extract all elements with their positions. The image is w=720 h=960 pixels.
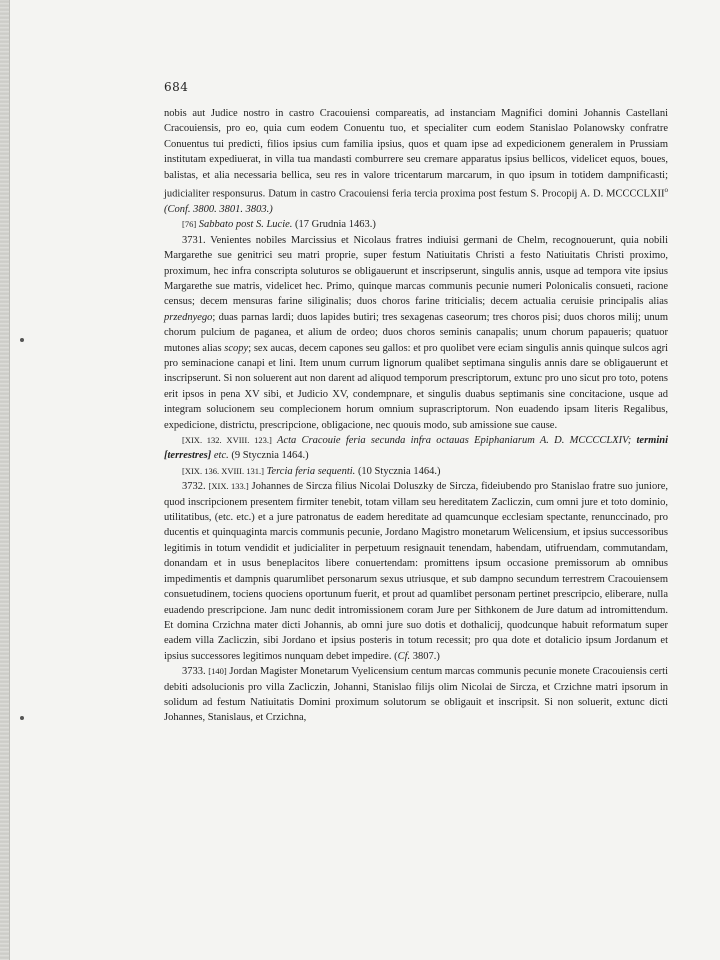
margin-mark — [20, 338, 24, 342]
source-reference: [76] — [182, 219, 197, 230]
source-reference: [XIX. 133.] — [208, 481, 249, 492]
paragraph-date-heading — [164, 217, 668, 232]
page-binding-edge — [0, 0, 10, 960]
margin-mark — [20, 716, 24, 720]
entry-number: 3732. — [182, 481, 206, 493]
source-reference: [140] — [208, 666, 227, 677]
date-heading-text: (9 Stycznia 1464.) — [231, 450, 309, 462]
paragraph-text: Johannes de Sircza filius Nicolai Doluszky de Sircza, fideiubendo pro Stanislao fratre suo juniore, quod inscripcionem presentem firmiter tenebit, totam villam seu hereditatem Zacliczin, cum omni jure et toto dominio, utilitatibus, (etc. etc.) et a jure patronatus de eadem hereditate ad quamcunque ecclesiam spectante, renunccinado, pro ducentis et quinquaginta marcis communis pecunie, Jordano Magistro monetarum Welicensium, et ipsius successoribus legitimis in totum vendidit et judicialiter in perpetuum resignauit tenendam, habendam, utifruendam, commutandam, donandam et in usus beneplacitos libere conuertendam: promittens ipsum occasione premissorum ab omnibus impedimentis et dampnis quarumlibet personarum sexus utriusque, et sub dampno secundum terrestrem Cracouiensem consuetudinem, tociens quociens oportunum fuerit, et prout ad quamlibet personam pertinet prescripcio, eliberare, nulla euadendo prescripcione. Jam nunc dedit intromissionem coram Jure per Sithkonem de Jure datum ad intromittendum. Et domina Crzichna mater dicti Johannis, ab omni jure suo dotis et dothalicij, quodcunque habuit reformatum super eadem villa Zacliczin, sibi Jordano et ipsius posteris in totum recessit; pro qua dote et dotalicio ipsum Jordanum et ipsius successores legitimos nunquam debet impedire. — [164, 481, 668, 662]
paragraph-text: 3731. Venientes nobiles Marcissius et Nicolaus fratres indiuisi germani de Chelm, recognouerunt, quia nobili Margarethe sue genitrici seu matri proprie, super festum Natiuitatis Christi a festo Natiuitatis Christi proximo, proximum, hec infra conscripta soluturos se obligauerunt et inscripserunt, singulis annis, usque ad tempora vite ipsius Margarethe sue matris, videlicet hec. Primo, quinque marcas communis pecunie numeri Polonicalis consueti, racione census; decem mensuras farine siliginalis; duos choros farine triticialis; decem actualia ceruisie principalis alias — [164, 234, 668, 308]
termini-heading: termini [terrestres] — [164, 435, 669, 462]
date-heading-text: (10 Stycznia 1464.) — [357, 465, 441, 477]
date-heading-italic: Tercia feria sequenti. — [266, 465, 356, 477]
paragraph-tercia-heading — [164, 464, 668, 479]
paragraph-text: Jordan Magister Monetarum Vyelicensium centum marcas communis pecunie monete Cracouiensis certi debiti adsolucionis pro villa Zacliczin, Johanni, Stanislao filijs olim Nicolai de Sircza, et Crzichne matri ipsorum in solidum ad festum Natiuitatis Domini proximum solutorum se obligauit et inscripsit. Si non soluerit, extunc dicti Johannes, Stanislaus, et Crzichna, — [164, 666, 668, 724]
date-heading-text: (17 Grudnia 1463.) — [295, 219, 376, 231]
paragraph-entry-3731 — [164, 233, 668, 433]
superscript: o — [664, 186, 668, 195]
etc-italic: etc. — [213, 450, 229, 462]
entry-number: 3733. — [182, 666, 206, 678]
source-reference: [XIX. 136. XVIII. 131.] — [182, 465, 264, 476]
italic-term: scopy — [224, 342, 249, 354]
paragraph-text: ; duas parnas lardi; duos lapides butiri; tres sexagenas caseorum; tres choros pisi; duos choros milij; unum chorum pulcium de paganea, et alium de ordeo; duos choros seminis canapalis; unum chorum papaueris; quatuor mutones alias — [164, 311, 668, 354]
paragraph-text: nobis aut Judice nostro in castro Cracouiensi compareatis, ad instanciam Magnifici domini Johannis Castellani Cracouiensis, pro eo, quia cum eodem Conuentu tuo, et specialiter cum eodem Stanislao Polanowsky confratre Conuentus tui predicti, filios ipsius cum familia ipsius, quos et quam ipse ad expedicionem generalem in Prussiam institutam expediuerat, in villa tua mandasti comburrere seu cremare apparatus ipsius bellicos, videlicet equos, boues, balistas, et alia necessaria bellica, seu res in valore tricentarum marcarum, in quo ipsum in totidem dampnificasti; judicialiter responsurus. Datum in castro Cracouiensi feria tercia proxima post festum S. Procopij A. D. MCCCCLXII — [164, 108, 668, 200]
page-number: 684 — [164, 80, 189, 94]
conf-reference: Cf. — [397, 650, 411, 662]
paragraph-entry-3733 — [164, 664, 668, 726]
acta-heading-italic: Acta Cracouie feria secunda infra octauas Epiphaniarum A. D. MCCCCLXIV; — [277, 435, 632, 447]
date-heading-italic: Sabbato post S. Lucie. — [198, 219, 293, 231]
paragraph-entry-3732: 3732. [XIX. 133.] Johannes de Sircza filius Nicolai Doluszky de Sircza, fideiubendo pro Stanislao fratre suo juniore, quod inscripcionem presentem firmiter tenebit, totam villam seu hereditatem Zacliczin, cum omni jure et toto dominio, utilitatibus, (etc. etc.) et a jure patronatus de eadem hereditate ad quamcunque ecclesiam spectante, renunccinado, pro ducentis et quinquaginta marcis communis pecunie, Jordano Magistro monetarum Welicensium, et ipsius successoribus legitimis in totum vendidit et judicialiter in perpetuum resignauit tenendam, habendam, utifruendam, commutandam, donandam et in usus beneplacitos libere conuertendam: promittens ipsum occasione premissorum ab omnibus impedimentis et dampnis quarumlibet personarum sexus utriusque, et sub dampno secundum terrestrem Cracouiensem consuetudinem, tociens quociens oportunum fuerit, et prout ad quamlibet personam pertinet prescripcio, eliberare, nulla euadendo prescripcione. Jam nunc dedit intromissionem coram Jure per Sithkonem de Jure datum ad intromittendum. Et domina Crzichna mater dicti Johannis, ab omni jure suo dotis et dothalicij, quodcunque habuit reformatum super eadem villa Zacliczin, sibi Jordano et ipsius posteris in totum recessit; pro qua dote et dotalicio ipsum Jordanum et ipsius successores legitimos nunquam debet impedire. (Cf. 3807.) — [164, 481, 668, 662]
paragraph-acta-heading — [164, 433, 668, 464]
text-block — [164, 106, 668, 726]
paragraph-text: ; sex aucas, decem capones seu gallos: et pro quolibet vere eciam singulis annis quinque sulcos agri pro seminacione canapi et lini. Item unum currum lignorum qualibet septimana singulis annis dare se obligauerunt et inscripserunt. Si non soluerent aut non darent ad aliquod temporum prescriptorum, extunc pro uno sicut pro toto, potens erit ipsos in pena XV sibi, et Judicio XV, condempnare, et singulis duabus septimanis sine concitacione, usque ad integram solucionem seu complecionem horum omnium suprascriptorum. Non euadendo ipsam literis Regalibus, expedicione, districtu, prescripcione, obligacione, nec quouis modo, sub amissione sue cause. — [164, 342, 669, 431]
conf-reference-number: 3807.) — [412, 650, 440, 662]
paragraph-continuation — [164, 106, 668, 217]
conf-reference: (Conf. 3800. 3801. 3803.) — [164, 203, 273, 215]
source-reference: [XIX. 132. XVIII. 123.] — [182, 435, 272, 446]
italic-term: przednyego — [164, 311, 213, 323]
